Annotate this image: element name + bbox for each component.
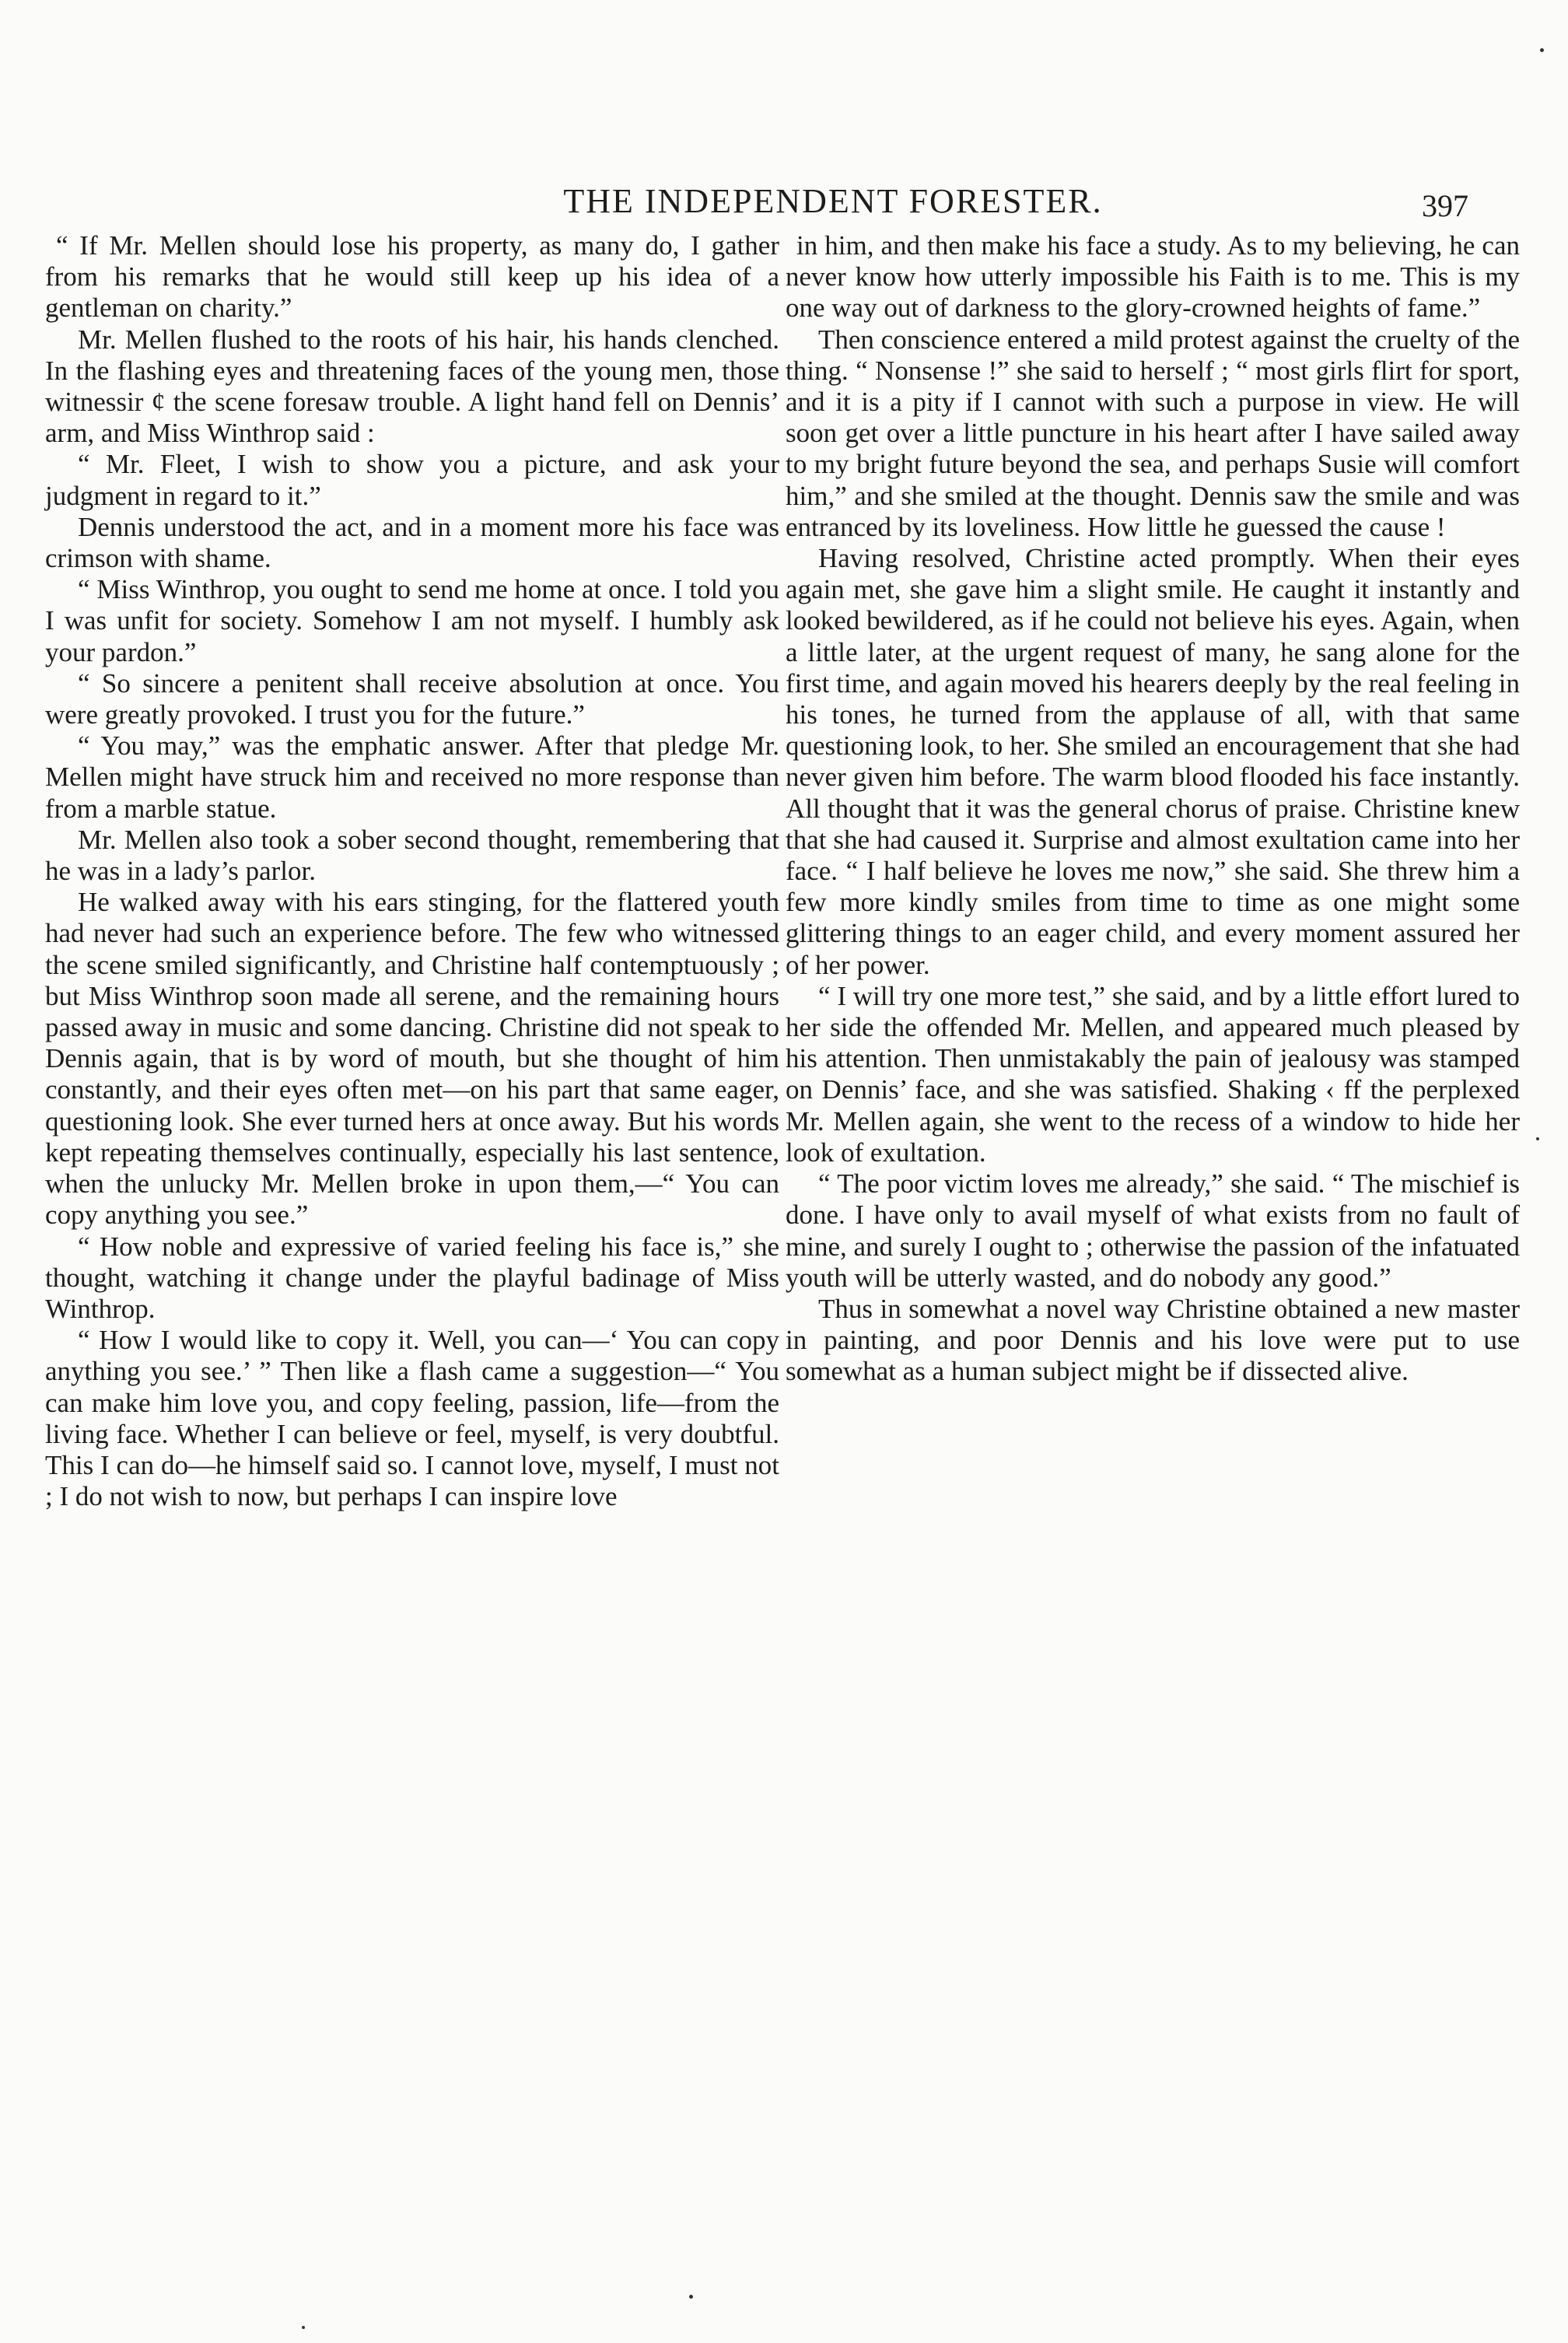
- paragraph: “ The poor victim loves me already,” she said. “ The mischief is done. I have only to avail myself of what exists from no fault of mine, and surely I ought to ; otherwise the passion of the infatuated youth will be utterly wasted, and do nobody any good.”: [786, 1168, 1520, 1293]
- paragraph: He walked away with his ears stinging, for the flattered youth had never had such an experience before. The few who witnessed the scene smiled significantly, and Christine half contemptuously ; but Miss Winthrop soon made all serene, and the remaining hours passed away in music and some dancing. Christine did not speak to Dennis again, that is by word of mouth, but she thought of him constantly, and their eyes often met—on his part that same eager, questioning look. She ever turned hers at once away. But his words kept repeating themselves continually, especially his last sentence, when the unlucky Mr. Mellen broke in upon them,—“ You can copy anything you see.”: [45, 887, 779, 1231]
- right-column: [786, 230, 1520, 1388]
- left-column: [45, 230, 779, 1512]
- scan-speck: [302, 2326, 305, 2329]
- paragraph: Thus in somewhat a novel way Christine obtained a new master in painting, and poor Dennis and his love were put to use somewhat as a human subject might be if dissected alive.: [786, 1293, 1520, 1387]
- paragraph: “ Mr. Fleet, I wish to show you a picture, and ask your judgment in regard to it.”: [45, 449, 779, 511]
- scan-speck: [689, 2295, 693, 2299]
- paragraph: “ I will try one more test,” she said, and by a little effort lured to her side the offended Mr. Mellen, and appeared much pleased by his attention. Then unmistakably the pain of jealousy was stamped on Dennis’ face, and she was satisfied. Shaking ‹ ff the perplexed Mr. Mellen again, she went to the recess of a window to hide her look of exultation.: [786, 980, 1520, 1168]
- paragraph: Dennis understood the act, and in a moment more his face was crimson with shame.: [45, 511, 779, 574]
- scan-speck: [1536, 1137, 1539, 1140]
- page-header: [184, 177, 1482, 226]
- paragraph: Mr. Mellen also took a sober second thought, remembering that he was in a lady’s parlor.: [45, 824, 779, 887]
- paragraph: “ How noble and expressive of varied feeling his face is,” she thought, watching it change under the playful badinage of Miss Winthrop.: [45, 1231, 779, 1324]
- paragraph: “ How I would like to copy it. Well, you can—‘ You can copy anything you see.’ ” Then like a flash came a suggestion—“ You can make him love you, and copy feeling, passion, life—from the living face. Whether I can believe or feel, myself, is very doubtful. This I can do—he himself said so. I cannot love, myself, I must not ; I do not wish to now, but perhaps I can inspire love: [45, 1325, 779, 1512]
- paragraph: “ Miss Winthrop, you ought to send me home at once. I told you I was unfit for society. Somehow I am not myself. I humbly ask your pardon.”: [45, 574, 779, 667]
- page-number: 397: [1422, 188, 1468, 223]
- paragraph: Having resolved, Christine acted promptly. When their eyes again met, she gave him a slight smile. He caught it instantly and looked bewildered, as if he could not believe his eyes. Again, when a little later, at the urgent request of many, he sang alone for the first time, and again moved his hearers deeply by the real feeling in his tones, he turned from the applause of all, with that same questioning look, to her. She smiled an encouragement that she had never given him before. The warm blood flooded his face instantly. All thought that it was the general chorus of praise. Christine knew that she had caused it. Surprise and almost exultation came into her face. “ I half believe he loves me now,” she said. She threw him a few more kindly smiles from time to time as one might some glittering things to an eager child, and every moment assured her of her power.: [786, 543, 1520, 980]
- paragraph: “ So sincere a penitent shall receive absolution at once. You were greatly provoked. I trust you for the future.”: [45, 667, 779, 730]
- running-title: THE INDEPENDENT FORESTER.: [563, 182, 1103, 220]
- paragraph: in him, and then make his face a study. As to my believing, he can never know how utterly impossible his Faith is to me. This is my one way out of darkness to the glory-crowned heights of fame.”: [786, 230, 1520, 324]
- scan-speck: [1540, 48, 1544, 52]
- paragraph: “ If Mr. Mellen should lose his property, as many do, I gather from his remarks that he would still keep up his idea of a gentleman on charity.”: [45, 230, 779, 324]
- paragraph: Then conscience entered a mild protest against the cruelty of the thing. “ Nonsense !” she said to herself ; “ most girls flirt for sport, and it is a pity if I cannot with such a purpose in view. He will soon get over a little puncture in his heart after I have sailed away to my bright future beyond the sea, and perhaps Susie will comfort him,” and she smiled at the thought. Dennis saw the smile and was entranced by its loveliness. How little he guessed the cause !: [786, 324, 1520, 542]
- paragraph: Mr. Mellen flushed to the roots of his hair, his hands clenched. In the flashing eyes and threatening faces of the young men, those witnessir ¢ the scene foresaw trouble. A light hand fell on Dennis’ arm, and Miss Winthrop said :: [45, 324, 779, 449]
- paragraph: “ You may,” was the emphatic answer. After that pledge Mr. Mellen might have struck him and received no more response than from a marble statue.: [45, 730, 779, 824]
